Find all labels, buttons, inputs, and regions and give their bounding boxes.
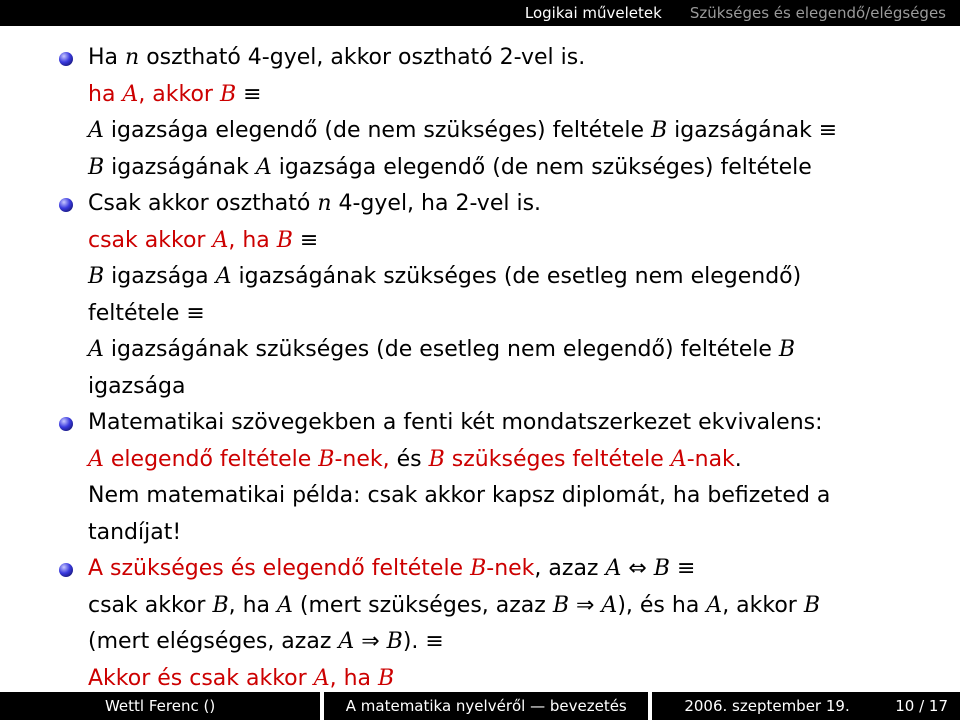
text-line-content: A igazságának szükséges (de esetleg nem elegendő) feltétele B <box>88 337 796 362</box>
text-line <box>62 405 922 442</box>
text-line <box>62 259 922 296</box>
text-line <box>62 515 922 552</box>
text-line-content: Csak akkor osztható n 4-gyel, ha 2-vel is. <box>88 191 542 216</box>
text-line <box>62 113 922 150</box>
text-line-content: A szükséges és elegendő feltétele B-nek, azaz A ⇔ B ≡ <box>88 556 696 581</box>
slide-body <box>62 40 922 697</box>
text-line-content: Akkor és csak akkor A, ha B <box>88 665 395 691</box>
text-line <box>62 223 922 260</box>
bullet-ball-icon <box>59 563 73 577</box>
text-line-content: ha A, akkor B ≡ <box>88 81 262 107</box>
text-line <box>62 588 922 625</box>
text-line-content: A igazsága elegendő (de nem szükséges) feltétele B igazságának ≡ <box>88 118 838 143</box>
text-line-content: Ha n osztható 4-gyel, akkor osztható 2-vel is. <box>88 45 586 70</box>
text-line <box>62 551 922 588</box>
footer-date[interactable]: 2006. szeptember 19. <box>684 697 850 715</box>
text-line <box>62 77 922 114</box>
text-line <box>62 442 922 479</box>
text-line-content: csak akkor A, ha B ≡ <box>88 227 319 253</box>
text-line-content: feltétele ≡ <box>88 300 205 326</box>
text-line <box>62 332 922 369</box>
bullet-ball-icon <box>59 52 73 66</box>
bullet-ball-icon <box>59 417 73 431</box>
footer-title[interactable]: A matematika nyelvéről — bevezetés <box>324 692 648 720</box>
text-line-content: Nem matematikai példa: csak akkor kapsz diplomát, ha befizeted a <box>88 483 831 508</box>
bullet-ball-icon <box>59 198 73 212</box>
subsection-title[interactable]: Szükséges és elegendő/elégséges <box>689 4 946 22</box>
text-line <box>62 150 922 187</box>
text-line-content: tandíjat! <box>88 519 182 545</box>
text-line-content: Matematikai szövegekben a fenti két mondatszerkezet ekvivalens: <box>88 410 823 435</box>
footer-meta <box>652 692 960 720</box>
footer-bar <box>0 692 960 720</box>
text-line-content: B igazságának A igazsága elegendő (de nem szükséges) feltétele <box>88 154 812 180</box>
text-line <box>62 186 922 223</box>
text-line <box>62 369 922 406</box>
footer-author[interactable]: Wettl Ferenc () <box>0 692 320 720</box>
text-line-content: csak akkor B, ha A (mert szükséges, azaz B ⇒ A), és ha A, akkor B <box>88 592 821 618</box>
text-line <box>62 624 922 661</box>
text-line-content: A elegendő feltétele B-nek, és B szükséges feltétele A-nak. <box>88 446 742 472</box>
text-line-content: igazsága <box>88 373 186 399</box>
text-line-content: B igazsága A igazságának szükséges (de esetleg nem elegendő) <box>88 264 802 289</box>
header-bar <box>0 0 960 26</box>
footer-page-number[interactable]: 10 / 17 <box>895 697 949 715</box>
text-line-content: (mert elégséges, azaz A ⇒ B). ≡ <box>88 629 444 654</box>
text-line <box>62 478 922 515</box>
text-line <box>62 40 922 77</box>
text-line <box>62 296 922 333</box>
section-title[interactable]: Logikai műveletek <box>524 4 662 22</box>
